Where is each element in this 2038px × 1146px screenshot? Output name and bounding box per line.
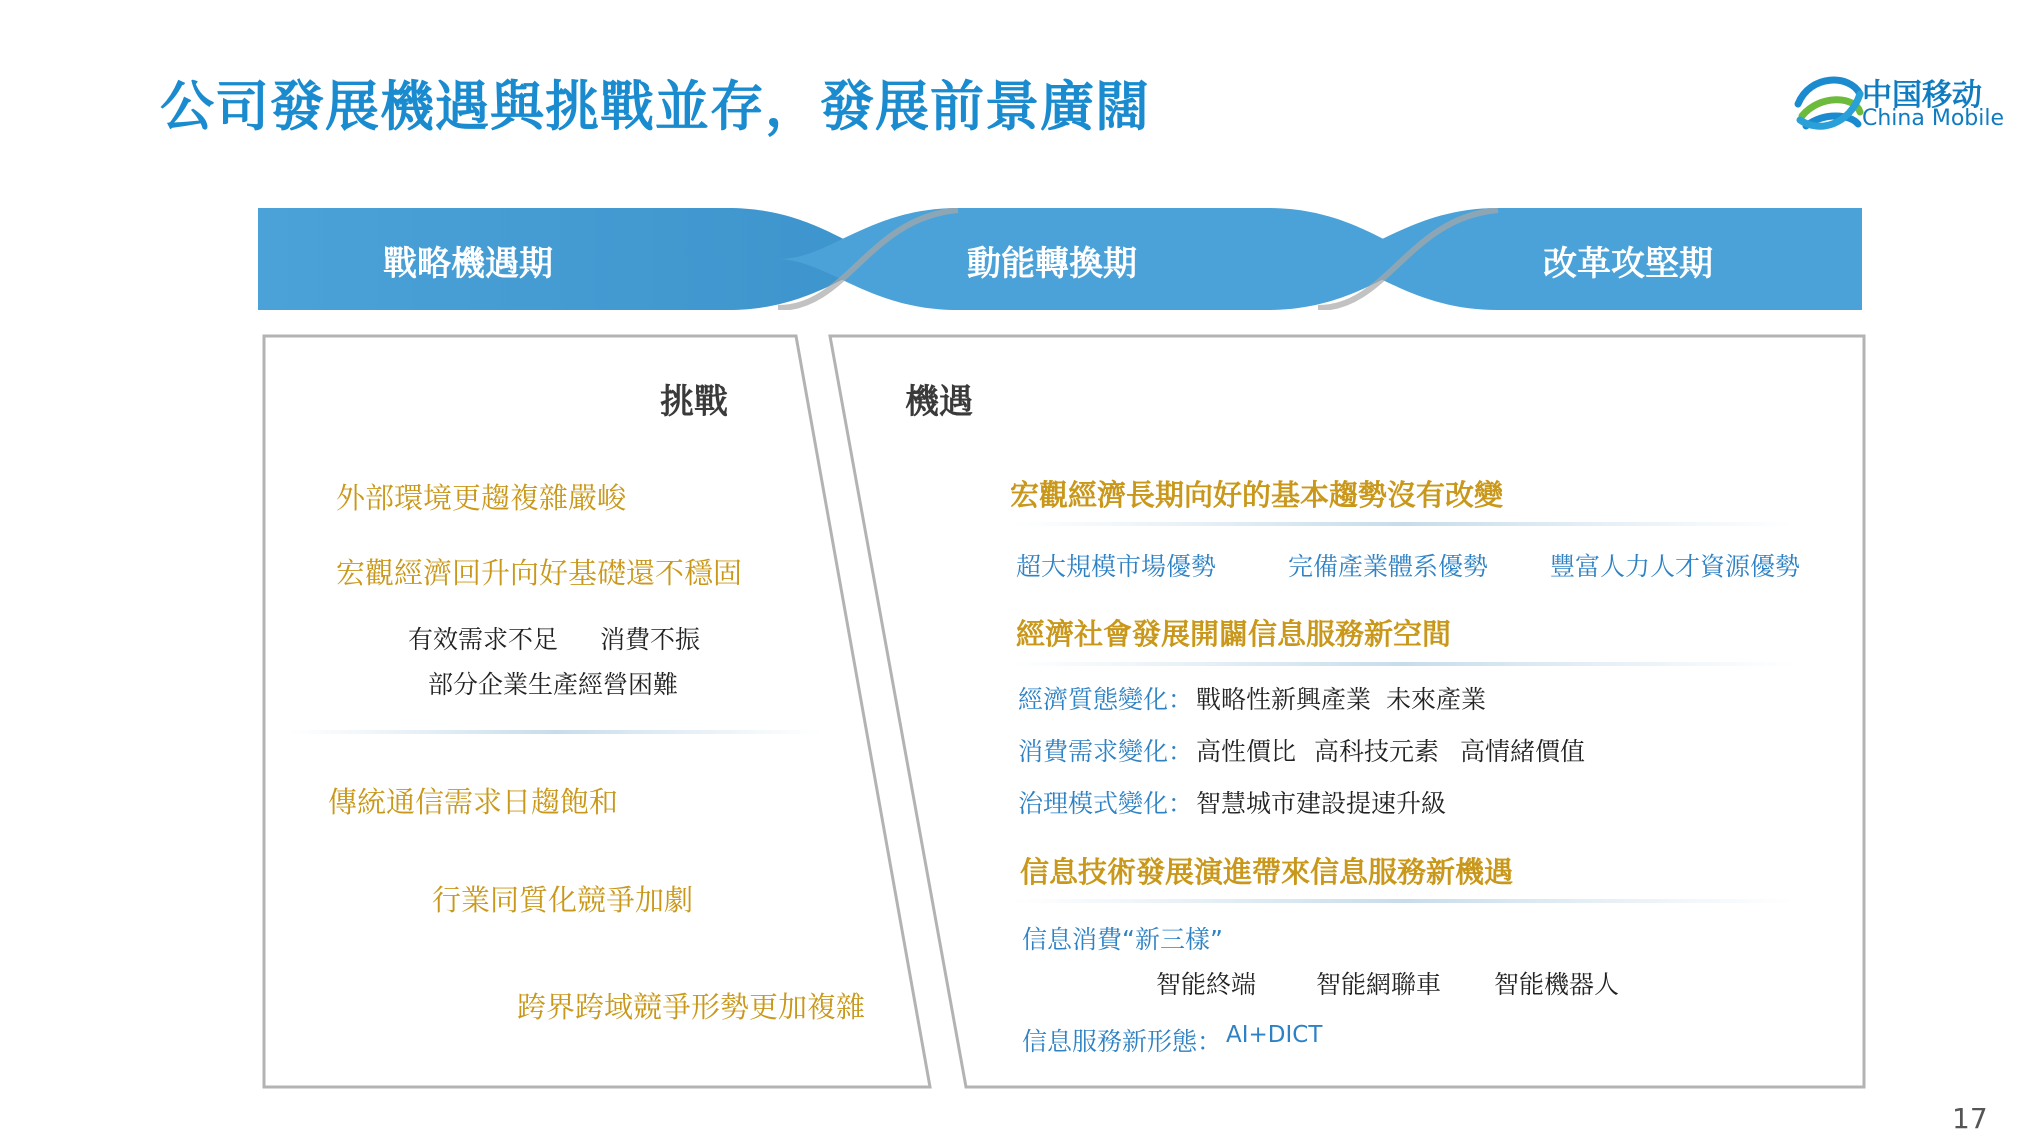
challenge-item: 行業同質化競爭加劇	[432, 883, 694, 917]
challenge-sub-item: 消費不振	[600, 625, 701, 654]
consumption-item: 智能機器人	[1494, 970, 1620, 999]
row-value: 智慧城市建設提速升級	[1196, 789, 1447, 818]
consumption-item: 智能終端	[1156, 970, 1257, 999]
row-value: 戰略性新興產業	[1196, 685, 1372, 714]
page-title: 公司發展機遇與挑戰並存，發展前景廣闊	[160, 75, 1150, 138]
opportunity-section-title: 信息技術發展演進帶來信息服務新機遇	[1020, 855, 1514, 889]
phase-1-label: 戰略機遇期	[383, 244, 553, 284]
opportunity-section-title: 經濟社會發展開闢信息服務新空間	[1016, 617, 1452, 651]
logo-english-text: China Mobile	[1862, 106, 2005, 131]
row-value: 高情緒價值	[1460, 737, 1586, 766]
consumption-label: 信息消費“新三樣”	[1022, 925, 1223, 954]
challenge-item: 外部環境更趨複雜嚴峻	[336, 481, 627, 515]
opportunity-item: 完備產業體系優勢	[1288, 552, 1489, 581]
row-label: 消費需求變化：	[1018, 737, 1194, 766]
page-number: 17	[1952, 1102, 1988, 1135]
consumption-item: 智能網聯車	[1316, 970, 1442, 999]
challenge-item: 傳統通信需求日趨飽和	[328, 785, 619, 819]
phase-2-label: 動能轉換期	[967, 244, 1137, 284]
challenge-sub-item: 部分企業生產經營困難	[428, 670, 679, 699]
row-label: 經濟質態變化：	[1018, 685, 1194, 714]
opportunity-item: 豐富人力人才資源優勢	[1550, 552, 1801, 581]
logo-chinese-text: 中国移动	[1862, 78, 1982, 113]
opportunity-item: 超大規模市場優勢	[1016, 552, 1217, 581]
row-value: 高性價比	[1196, 737, 1297, 766]
row-label: 治理模式變化：	[1018, 789, 1194, 818]
service-value: AI+DICT	[1226, 1022, 1323, 1048]
row-value: 高科技元素	[1314, 737, 1440, 766]
challenge-sub-item: 有效需求不足	[408, 625, 559, 654]
opportunities-heading: 機遇	[905, 382, 973, 422]
phase-3-label: 改革攻堅期	[1543, 244, 1713, 284]
service-label: 信息服務新形態：	[1022, 1027, 1223, 1056]
challenge-item: 宏觀經濟回升向好基礎還不穩固	[336, 556, 743, 590]
row-value: 未來產業	[1386, 685, 1487, 714]
challenges-heading: 挑戰	[660, 382, 728, 422]
challenge-item: 跨界跨域競爭形勢更加複雜	[517, 990, 866, 1024]
opportunity-section-title: 宏觀經濟長期向好的基本趨勢沒有改變	[1010, 478, 1504, 512]
